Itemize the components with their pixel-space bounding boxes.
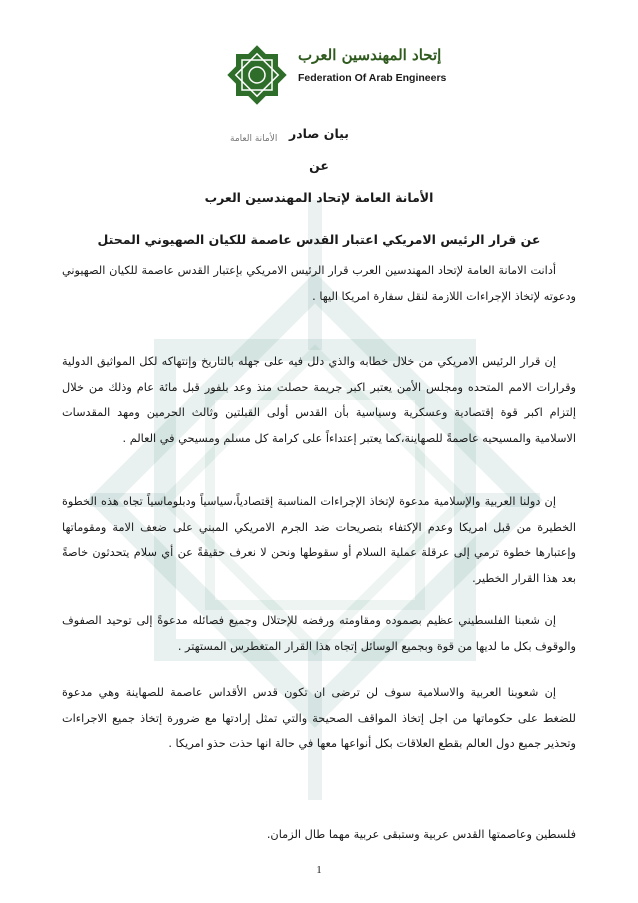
paragraph-text: إن قرار الرئيس الامريكي من خلال خطابه والذي دلل فيه على جهله بالتاريخ وإنتهاكه لكل المواثيق الدولية وقرارات الامم المتحده ومجلس الأمن يعتبر اكبر جريمة حصلت منذ وعد بلفور قبل مائة عام وذلك من خلال إلتزام اكبر قوة إقتصادية وعسكرية وسياسية بأن القدس أولى القبلتين وثالث الحرمين ومهد المقدسات الاسلامية والمسيحيه عاصمةً للصهاينة،كما يعتبر إعتداءاً على كرامة كل مسلم ومسيحي في العالم .	[62, 355, 576, 445]
paragraph-text: إن دولنا العربية والإسلامية مدعوة لإتخاذ الإجراءات المناسبة إقتصادياً،سياسياً ودبلوماسياً تجاه هذه الخطوة الخطيرة من قبل امريكا وعدم الإكتفاء بتصريحات ضد الجرم الامريكي المبني على ضعف الامة ومقوماتها وإعتبارها خطوة ترمي إلى عرقلة عملية السلام أو سقوطها ونحن لا نعرف حقيقةً عن أي سلام يتحدثون خاصةً بعد هذا القرار الخطير.	[62, 495, 576, 585]
page-number: 1	[316, 864, 322, 876]
paragraph-text: إن شعوبنا العربية والاسلامية سوف لن ترضى ان تكون قدس الأقداس عاصمة للصهاينة وهي مدعوة للضغط على حكوماتها من اجل إتخاذ المواقف الصحيحة والتي تمثل إرادتها مع ضرورة إتخاذ جميع الاجراءات وتحذير جميع دول العالم بقطع العلاقات بكل أنواعها معها في حالة انها حذت حذو امريكا .	[62, 686, 576, 750]
logo-title-english: Federation Of Arab Engineers	[298, 72, 447, 84]
closing-line: فلسطين وعاصمتها القدس عربية وستبقى عربية مهما طال الزمان.	[266, 828, 576, 841]
paragraph-1	[62, 258, 576, 309]
paragraph-text: إن شعبنا الفلسطيني عظيم بصموده ومقاومته ورفضه للإحتلال وجميع فصائله مدعوةً إلى توحيد الصفوف والوقوف بكل ما لديها من قوة وبجميع الوسائل إتجاه هذا القرار المتغطرس المستهتر .	[62, 614, 576, 653]
heading-statement: بيان صادر	[289, 126, 349, 141]
heading-from: عن	[309, 158, 329, 173]
heading-issuer: الأمانة العامة لإتحاد المهندسين العرب	[204, 190, 434, 205]
paragraph-text: أدانت الامانة العامة لإتحاد المهندسين العرب قرار الرئيس الامريكي بإعتبار القدس عاصمة للكيان الصهيوني ودعوته لإتخاذ الإجراءات اللازمة لنقل سفارة امريكا اليها .	[62, 264, 576, 303]
heading-subject: عن قرار الرئيس الامريكي اعتبار القدس عاصمة للكيان الصهيوني المحتل	[97, 232, 541, 247]
paragraph-2	[62, 349, 576, 451]
paragraph-3	[62, 489, 576, 591]
logo-title-arabic: إتحاد المهندسين العرب	[298, 46, 442, 64]
federation-emblem-icon	[222, 40, 292, 110]
paragraph-5	[62, 680, 576, 757]
logo-subtitle: الأمانة العامة	[230, 134, 278, 144]
paragraph-4	[62, 608, 576, 659]
